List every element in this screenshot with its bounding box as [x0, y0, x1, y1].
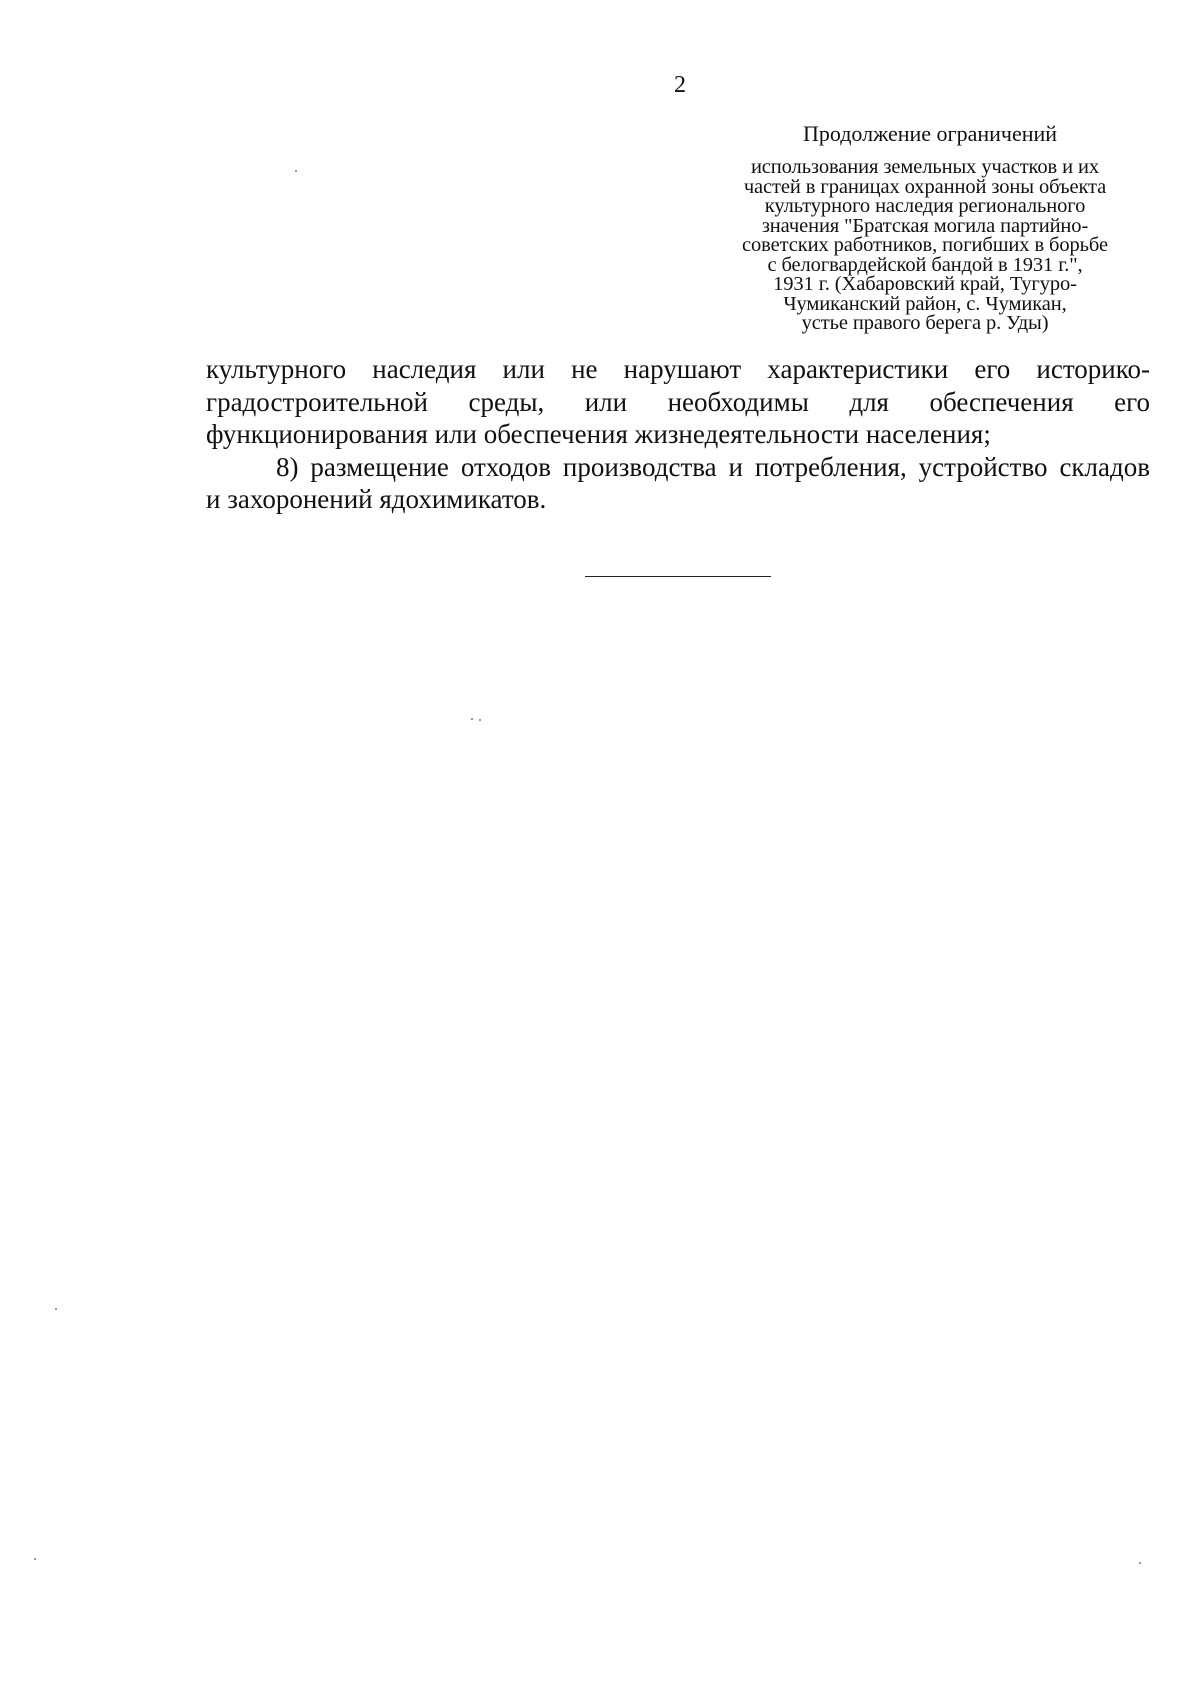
body-line: и захоронений ядохимикатов.	[206, 484, 547, 514]
header-line: устье правого берега р. Уды)	[801, 312, 1049, 334]
header-line: частей в границах охранной зоны объекта	[743, 175, 1107, 198]
body-line: градостроительной среды, или необходимы для обеспечения его	[206, 386, 1150, 417]
header-line: значения "Братская могила партийно-	[761, 214, 1089, 237]
header-caption	[690, 158, 1160, 334]
scan-speck	[34, 1558, 36, 1560]
scan-speck	[479, 719, 481, 721]
header-line: использования земельных участков и их	[750, 156, 1100, 178]
page-number: 2	[674, 72, 686, 98]
header-line: Чумиканский район, с. Чумикан,	[783, 292, 1067, 315]
scan-speck	[471, 718, 473, 720]
paragraph-continuation	[206, 353, 1150, 451]
scan-speck	[295, 170, 297, 172]
header-line: с белогвардейской бандой в 1931 г.",	[767, 253, 1083, 276]
scan-speck	[55, 1308, 57, 1310]
header-title: Продолжение ограничений	[802, 121, 1058, 146]
end-separator-line	[585, 576, 771, 577]
paragraph-item-8	[206, 451, 1150, 516]
body-line: 8) размещение отходов производства и потребления, устройство складов	[276, 451, 1150, 482]
header-line: советских работников, погибших в борьбе	[742, 234, 1108, 256]
body-text	[206, 353, 1150, 516]
header-line: 1931 г. (Хабаровский край, Тугуро-	[773, 273, 1077, 295]
header-line: культурного наследия регионального	[764, 195, 1086, 217]
body-line: функционирования или обеспечения жизнедеятельности населения;	[206, 419, 991, 449]
scan-speck	[1139, 1562, 1141, 1564]
body-line: культурного наследия или не нарушают характеристики его историко-	[206, 354, 1150, 384]
